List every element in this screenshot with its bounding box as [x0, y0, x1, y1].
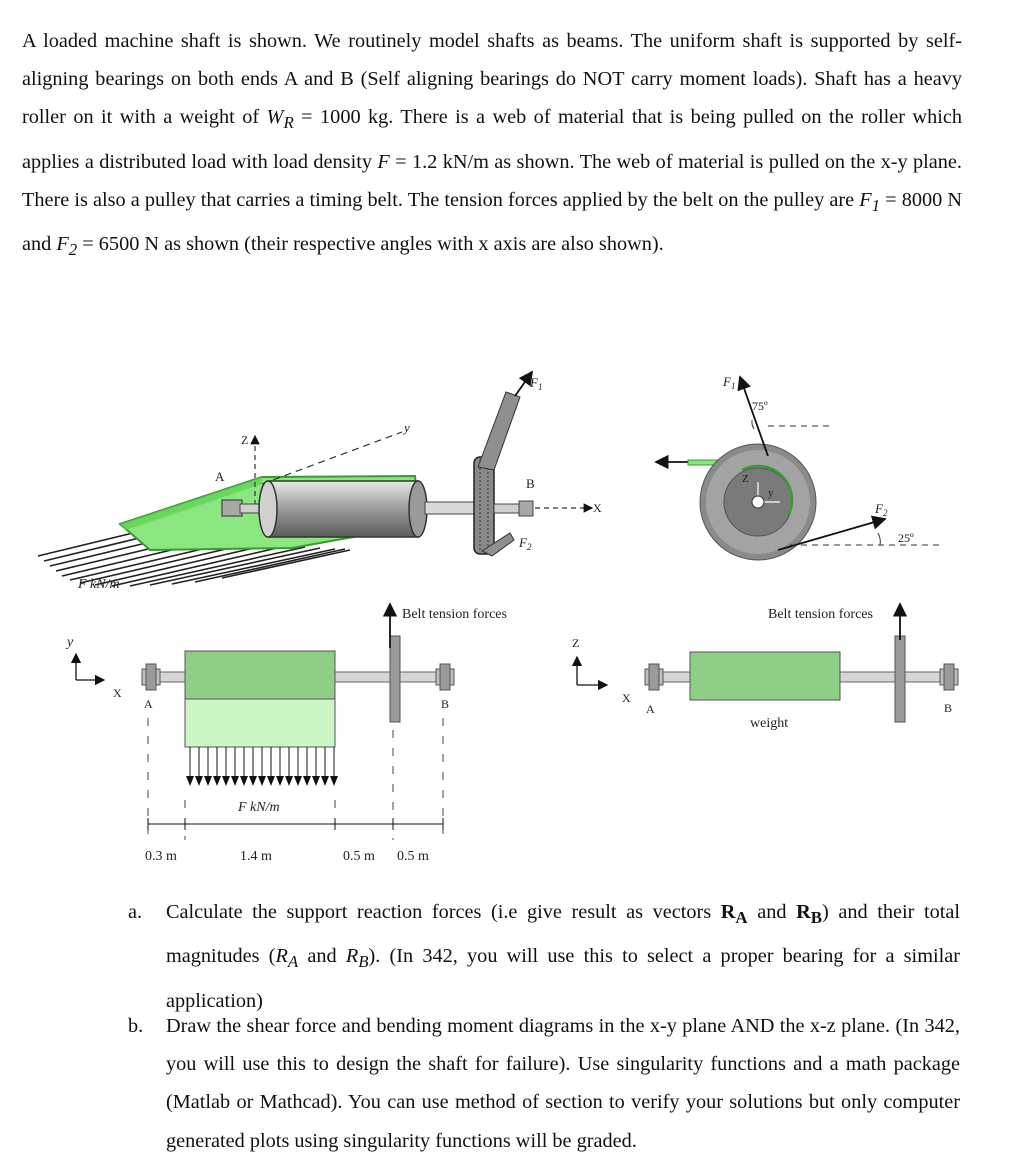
question-b-label: b.	[128, 1015, 144, 1037]
shaft-3d	[425, 502, 477, 514]
z-label-3d: Z	[241, 433, 249, 447]
f2-symbol: F	[56, 233, 69, 256]
f1-label-3d: $F_1$	[530, 375, 543, 392]
rb-magnitude: R	[345, 945, 359, 968]
y-label-end: y	[768, 487, 774, 499]
load-label: F kN/m	[238, 800, 280, 815]
xz-a-label: A	[646, 702, 655, 716]
intro-text-1: A loaded machine shaft is shown. We routinely model shafts as beams. The uniform shaft is supported by self-aligning bearings on both ends A and B (Self aligning bearings do NOT carry moment loads). Shaft has a heavy roller on it with a weight of	[22, 30, 962, 129]
b-label-3d: B	[526, 476, 535, 491]
xz-plane-diagram	[572, 604, 958, 731]
intro-text-5: = 6500 N as shown (their respective angles with x axis are also shown).	[77, 233, 664, 256]
f2-label-3d: $F_2$	[519, 535, 532, 552]
question-b	[128, 1007, 960, 1160]
left-bearing-3d	[222, 500, 242, 516]
question-a	[128, 893, 960, 1020]
z-label-end: Z	[742, 473, 749, 485]
f-symbol: F	[377, 150, 390, 173]
wr-symbol: W	[266, 106, 284, 129]
dim-0-3m: 0.3 m	[145, 849, 177, 864]
ra-magnitude: R	[275, 945, 288, 968]
f2-label-end: $F_2$	[875, 501, 888, 518]
xz-belt-label: Belt tension forces	[768, 607, 873, 622]
xz-bearing-a	[645, 664, 663, 690]
xz-bearing-b	[940, 664, 958, 690]
isometric-view	[38, 372, 602, 586]
xy-bearing-a	[142, 664, 160, 690]
right-bearing-3d	[519, 501, 533, 516]
roller-3d	[268, 481, 418, 537]
f1-label-end: $F_1$	[723, 374, 736, 391]
xy-roller	[185, 651, 335, 699]
ra-vector: R	[720, 901, 736, 923]
xz-roller	[690, 652, 840, 700]
pulley-3d	[474, 457, 494, 554]
belt-upper	[478, 392, 520, 470]
rb-vector: R	[796, 901, 811, 923]
xy-a-label: A	[144, 697, 153, 711]
xz-x-axis-label: X	[622, 691, 631, 705]
angle-25-label: 25º	[898, 531, 914, 545]
weight-label: weight	[750, 716, 789, 731]
question-b-text: Draw the shear force and bending moment diagrams in the x-y plane AND the x-z plane. (In 342, you will use this to design the shaft for failure). Use singularity functions and a math package (Matlab or Mathcad). You can use method of section to verify your solutions but only computer generated plots using singularity functions will be graded.	[166, 1015, 960, 1152]
xy-plane-diagram	[65, 577, 507, 864]
xy-pulley	[390, 636, 400, 722]
angle-75-label: 75º	[752, 399, 768, 413]
x-label-3d: X	[593, 501, 602, 515]
question-a-text: Calculate the support reaction forces (i.e give result as vectors $R_A$ and $R_B$) and their total magnitudes ($R_A$ and $R_B$). (In 342, you will use this to select a proper bearing for a similar application)	[166, 901, 961, 1012]
f1-subscript: 1	[871, 195, 881, 215]
xz-pulley	[895, 636, 905, 722]
dimension-line	[148, 818, 443, 830]
z-axis-label: Z	[572, 636, 580, 650]
end-view	[656, 374, 944, 560]
xy-belt-label: Belt tension forces	[402, 607, 507, 622]
a-label-3d: A	[215, 469, 225, 484]
question-a-label: a.	[128, 901, 143, 923]
intro-text-4: = 8000 N and	[22, 188, 963, 256]
xz-b-label: B	[944, 701, 953, 715]
wr-subscript: R	[283, 113, 294, 133]
x-axis-label: X	[113, 686, 122, 700]
f1-symbol: F	[859, 188, 872, 211]
f2-subscript: 2	[68, 240, 78, 260]
y-axis-label: y	[67, 635, 74, 650]
xy-bearing-b	[436, 664, 454, 690]
dim-0-5m-b: 0.5 m	[397, 849, 429, 864]
intro-text-2: = 1000 kg. There is a web of material that is being pulled on the roller which applies a distributed load with load density	[22, 106, 962, 173]
intro-text-3: = 1.2 kN/m as shown. The web of material is pulled on the x-y plane. There is also a pulley that carries a timing belt. The tension forces applied by the belt on the pulley are	[22, 150, 962, 211]
dim-0-5m-a: 0.5 m	[343, 849, 375, 864]
y-label-3d: y	[404, 420, 410, 435]
xy-web-load-area	[185, 699, 335, 747]
dim-1-4m: 1.4 m	[240, 849, 272, 864]
load-label-top: F kN/m	[78, 577, 120, 592]
xy-b-label: B	[441, 697, 450, 711]
